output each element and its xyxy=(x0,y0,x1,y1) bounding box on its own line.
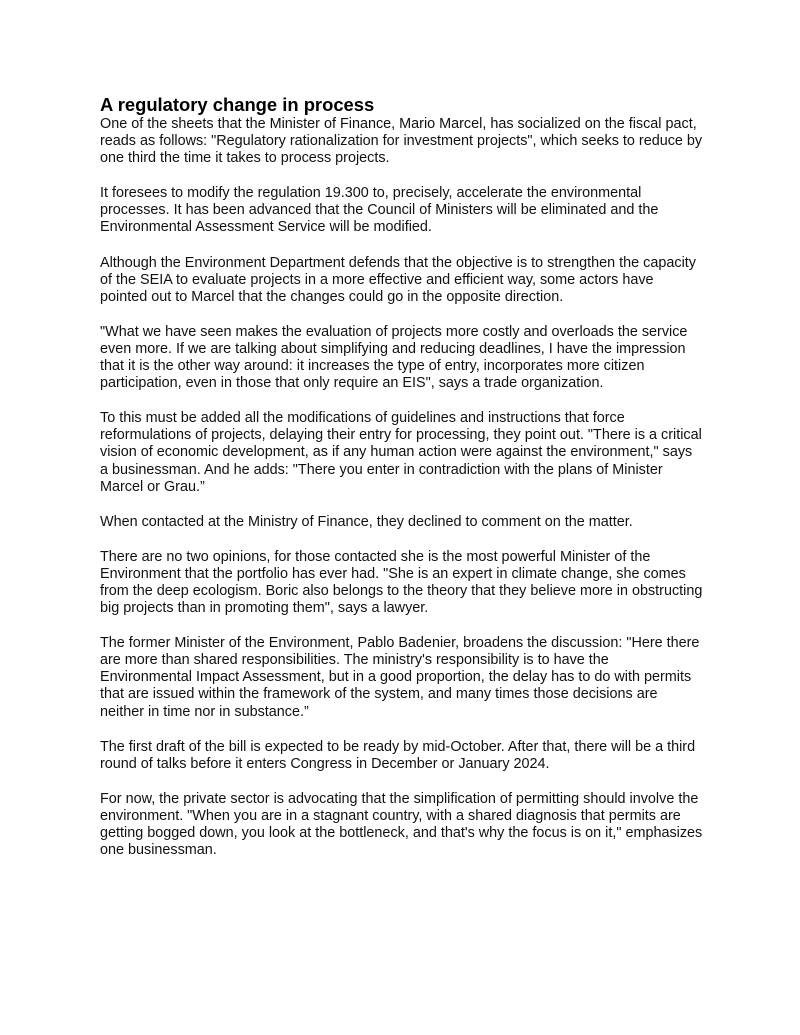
paragraph-7: There are no two opinions, for those contacted she is the most powerful Minister of the Environment that the portfolio has ever had. "She is an expert in climate change, she comes from the deep ecologism. Boric also belongs to the theory that they believe more in obstructing big projects than in promoting them", says a lawyer. xyxy=(100,548,703,617)
paragraph-9: The first draft of the bill is expected to be ready by mid-October. After that, there will be a third round of talks before it enters Congress in December or January 2024. xyxy=(100,738,696,772)
paragraph-4: "What we have seen makes the evaluation of projects more costly and overloads the service even more. If we are talking about simplifying and reducing deadlines, I have the impression that it is the other way around: it increases the type of entry, incorporates more citizen participation, even in those that only require an EIS", says a trade organization. xyxy=(100,323,688,392)
paragraph-10: For now, the private sector is advocating that the simplification of permitting should involve the environment. "When you are in a stagnant country, with a shared diagnosis that permits are getting bogged down, you look at the bottleneck, and that's why the focus is on it," emphasizes one businessman. xyxy=(100,790,703,859)
paragraph-2: It foresees to modify the regulation 19.300 to, precisely, accelerate the environmental processes. It has been advanced that the Council of Ministers will be eliminated and the Environmental Assessment Service will be modified. xyxy=(100,185,659,236)
paragraph-8: The former Minister of the Environment, Pablo Badenier, broadens the discussion: "Here there are more than shared responsibilities. The ministry's responsibility is to have the Environmental Impact Assessment, but in a good proportion, the delay has to do with permits that are issued within the framework of the system, and many times those decisions are neither in time nor in substance.” xyxy=(100,635,700,720)
paragraph-1: One of the sheets that the Minister of Finance, Mario Marcel, has socialized on the fiscal pact, reads as follows: "Regulatory rationalization for investment projects", which seeks to reduce by one third the time it takes to process projects. xyxy=(100,116,703,167)
paragraph-5: To this must be added all the modifications of guidelines and instructions that force reformulations of projects, delaying their entry for processing, they point out. "There is a critical vision of economic development, as if any human action were against the environment," says a businessman. And he adds: "There you enter in contradiction with the plans of Minister Marcel or Grau.” xyxy=(100,410,702,495)
paragraph-3: Although the Environment Department defends that the objective is to strengthen the capacity of the SEIA to evaluate projects in a more effective and efficient way, some actors have pointed out to Marcel that the changes could go in the opposite direction. xyxy=(100,254,696,305)
article-heading: A regulatory change in process xyxy=(100,94,375,115)
paragraph-6: When contacted at the Ministry of Finance, they declined to comment on the matter. xyxy=(100,513,633,530)
document-page xyxy=(100,94,704,877)
